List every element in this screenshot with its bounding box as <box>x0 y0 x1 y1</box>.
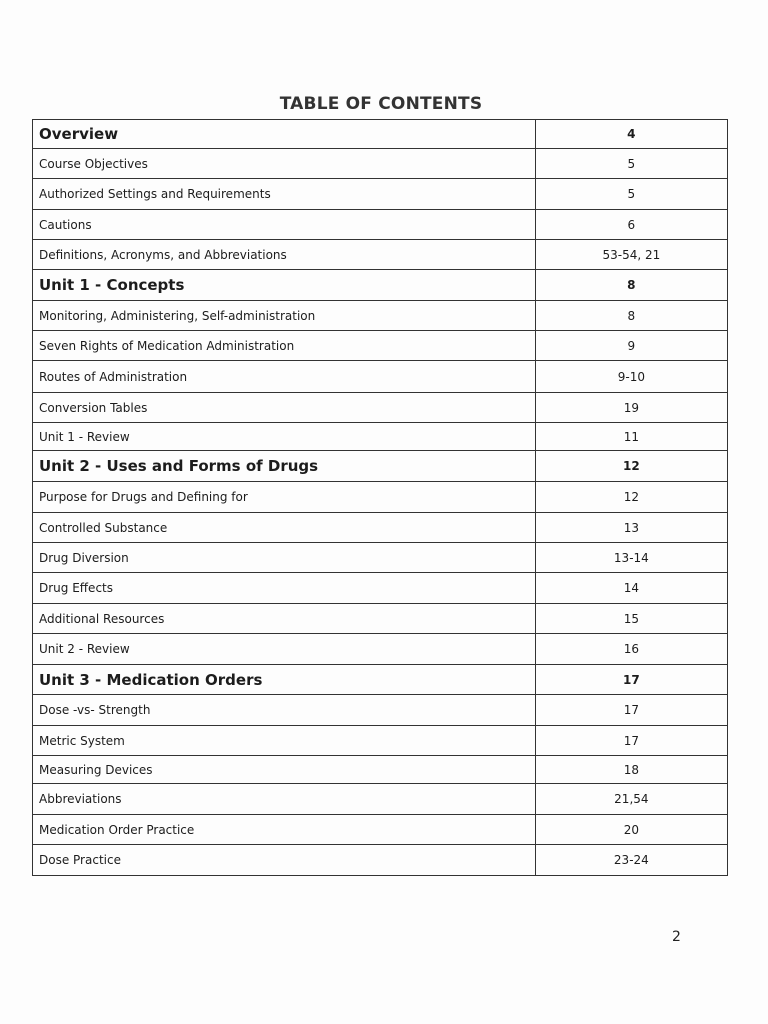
toc-table <box>32 119 728 876</box>
toc-page-ref: 14 <box>535 573 727 604</box>
toc-page-ref: 11 <box>535 423 727 451</box>
toc-row <box>33 210 728 240</box>
toc-topic: Additional Resources <box>33 604 536 634</box>
toc-row <box>33 482 728 513</box>
toc-page-ref: 5 <box>535 179 727 210</box>
toc-topic: Unit 1 - Concepts <box>33 270 536 301</box>
toc-topic: Drug Diversion <box>33 543 536 573</box>
toc-page-ref: 19 <box>535 393 727 423</box>
toc-topic: Definitions, Acronyms, and Abbreviations <box>33 240 536 270</box>
toc-page-ref: 8 <box>535 301 727 331</box>
page-title: TABLE OF CONTENTS <box>279 94 483 114</box>
toc-row <box>33 513 728 543</box>
toc-page-ref: 4 <box>535 120 727 149</box>
toc-page-ref: 6 <box>535 210 727 240</box>
toc-row <box>33 726 728 756</box>
toc-topic: Authorized Settings and Requirements <box>33 179 536 210</box>
toc-topic: Unit 1 - Review <box>33 423 536 451</box>
toc-page-ref: 17 <box>535 665 727 695</box>
toc-page-ref: 17 <box>535 726 727 756</box>
toc-page-ref: 13-14 <box>535 543 727 573</box>
toc-topic: Abbreviations <box>33 784 536 815</box>
toc-topic: Unit 3 - Medication Orders <box>33 665 536 695</box>
toc-topic: Metric System <box>33 726 536 756</box>
toc-topic: Drug Effects <box>33 573 536 604</box>
toc-page-ref: 16 <box>535 634 727 665</box>
toc-page-ref: 13 <box>535 513 727 543</box>
toc-row <box>33 393 728 423</box>
toc-topic: Dose Practice <box>33 845 536 876</box>
toc-topic: Dose -vs- Strength <box>33 695 536 726</box>
toc-topic: Seven Rights of Medication Administration <box>33 331 536 361</box>
toc-row <box>33 784 728 815</box>
toc-topic: Controlled Substance <box>33 513 536 543</box>
toc-row <box>33 361 728 393</box>
toc-row <box>33 665 728 695</box>
toc-row <box>33 845 728 876</box>
toc-row <box>33 543 728 573</box>
toc-row <box>33 573 728 604</box>
toc-row <box>33 270 728 301</box>
toc-page-ref: 23-24 <box>535 845 727 876</box>
toc-topic: Unit 2 - Review <box>33 634 536 665</box>
toc-row <box>33 815 728 845</box>
toc-row <box>33 149 728 179</box>
page-number: 2 <box>672 929 681 945</box>
toc-topic: Unit 2 - Uses and Forms of Drugs <box>33 451 536 482</box>
toc-row <box>33 423 728 451</box>
toc-page-ref: 18 <box>535 756 727 784</box>
toc-page-ref: 15 <box>535 604 727 634</box>
toc-page-ref: 9-10 <box>535 361 727 393</box>
toc-topic: Overview <box>33 120 536 149</box>
toc-topic: Cautions <box>33 210 536 240</box>
toc-page-ref: 20 <box>535 815 727 845</box>
toc-page-ref: 8 <box>535 270 727 301</box>
toc-row <box>33 451 728 482</box>
toc-row <box>33 604 728 634</box>
toc-page-ref: 53-54, 21 <box>535 240 727 270</box>
toc-topic: Purpose for Drugs and Defining for <box>33 482 536 513</box>
toc-topic: Course Objectives <box>33 149 536 179</box>
toc-row <box>33 331 728 361</box>
toc-row <box>33 695 728 726</box>
toc-topic: Routes of Administration <box>33 361 536 393</box>
toc-topic: Medication Order Practice <box>33 815 536 845</box>
toc-page-ref: 12 <box>535 482 727 513</box>
toc-topic: Measuring Devices <box>33 756 536 784</box>
toc-topic: Conversion Tables <box>33 393 536 423</box>
toc-row <box>33 634 728 665</box>
toc-row <box>33 179 728 210</box>
toc-row <box>33 756 728 784</box>
toc-page-ref: 17 <box>535 695 727 726</box>
toc-table-body <box>33 120 728 876</box>
toc-topic: Monitoring, Administering, Self-administration <box>33 301 536 331</box>
toc-row <box>33 120 728 149</box>
toc-page-ref: 12 <box>535 451 727 482</box>
toc-page-ref: 21,54 <box>535 784 727 815</box>
toc-page-ref: 9 <box>535 331 727 361</box>
toc-page-ref: 5 <box>535 149 727 179</box>
toc-row <box>33 301 728 331</box>
toc-row <box>33 240 728 270</box>
